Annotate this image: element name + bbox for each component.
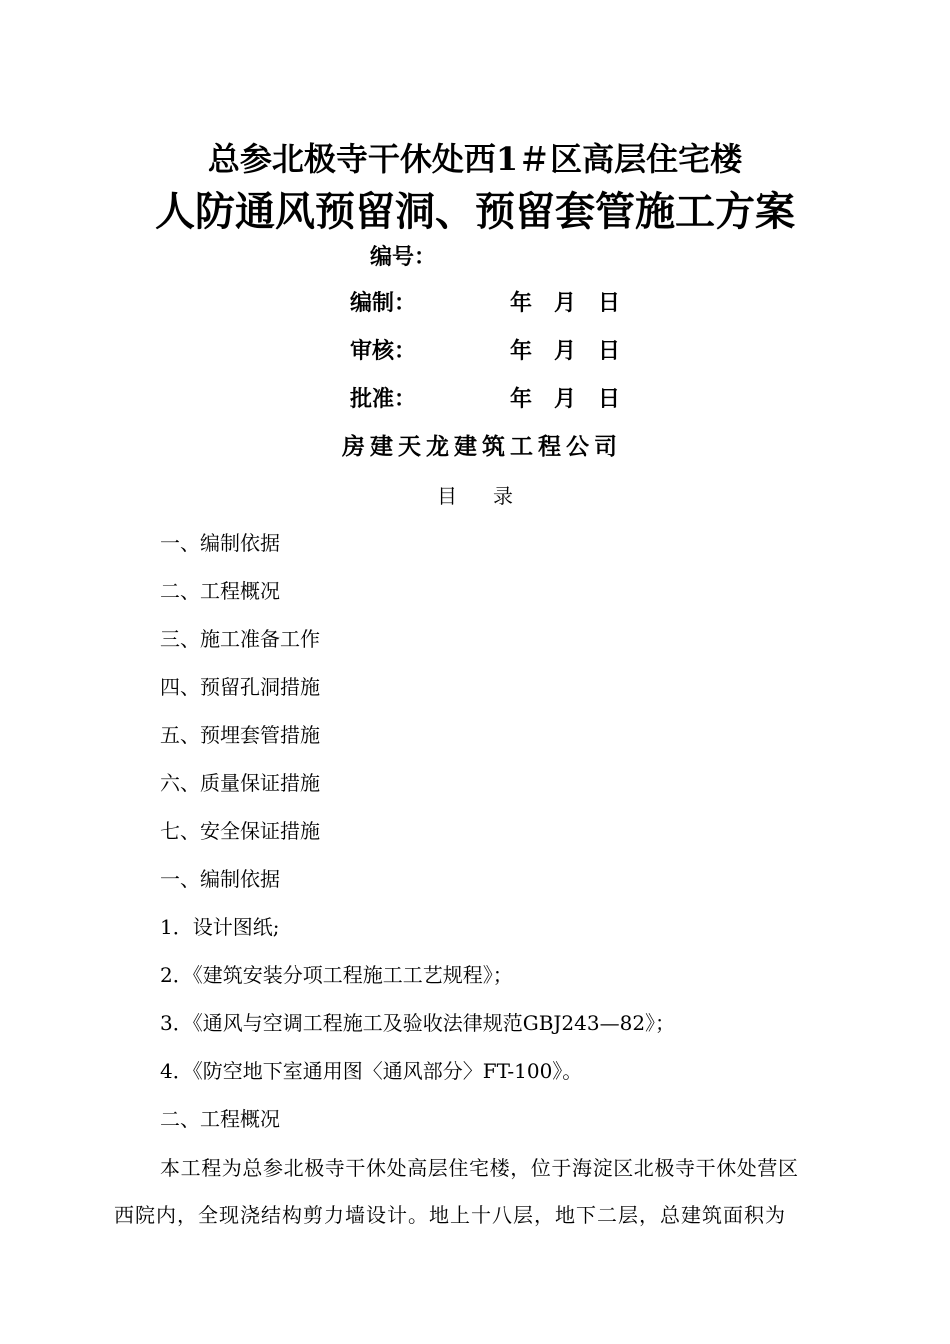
section-heading-basis: 一、编制依据	[160, 867, 280, 891]
sign-row-label: 批准：	[350, 386, 417, 412]
toc-item: 二、工程概况	[160, 579, 280, 603]
month-label: 月	[554, 338, 577, 364]
sign-row-reviewed	[350, 334, 642, 365]
toc-item: 七、安全保证措施	[160, 819, 320, 843]
overview-paragraph-line: 本工程为总参北极寺干休处高层住宅楼，位于海淀区北极寺干休处营区	[160, 1156, 799, 1180]
overview-paragraph-line: 西院内，全现浇结构剪力墙设计。地上十八层，地下二层，总建筑面积为	[114, 1203, 786, 1227]
day-label: 日	[598, 338, 621, 364]
toc-item: 三、施工准备工作	[160, 627, 320, 651]
toc-item: 四、预留孔洞措施	[160, 675, 320, 699]
year-label: 年	[510, 290, 533, 316]
year-label: 年	[510, 338, 533, 364]
sign-row-label: 编制：	[350, 290, 417, 316]
title-line-2: 人防通风预留洞、预留套管施工方案	[155, 188, 795, 235]
toc-heading	[0, 480, 950, 509]
basis-item: 4．《防空地下室通用图〈通风部分〉FT-100》。	[160, 1059, 583, 1083]
day-label: 日	[598, 290, 621, 316]
basis-item: 3．《通风与空调工程施工及验收法律规范GBJ243—82》；	[160, 1011, 676, 1035]
sign-row-label: 审核：	[350, 338, 417, 364]
toc-heading-char: 目	[437, 484, 457, 508]
toc-item: 一、编制依据	[160, 531, 280, 555]
document-number-label: 编号：	[370, 244, 437, 270]
month-label: 月	[554, 290, 577, 316]
company-name: 房建天龙建筑工程公司	[342, 433, 622, 460]
sign-row-approved	[350, 382, 642, 413]
toc-heading-char: 录	[493, 484, 513, 508]
toc-item: 五、预埋套管措施	[160, 723, 320, 747]
month-label: 月	[554, 386, 577, 412]
section-heading-overview: 二、工程概况	[160, 1107, 280, 1131]
day-label: 日	[598, 386, 621, 412]
toc-item: 六、质量保证措施	[160, 771, 320, 795]
basis-item: 2．《建筑安装分项工程施工工艺规程》；	[160, 963, 513, 987]
title-line-1: 总参北极寺干休处西1＃区高层住宅楼	[207, 140, 743, 178]
basis-item: 1．设计图纸;	[160, 915, 280, 939]
year-label: 年	[510, 386, 533, 412]
sign-row-prepared	[350, 286, 642, 317]
